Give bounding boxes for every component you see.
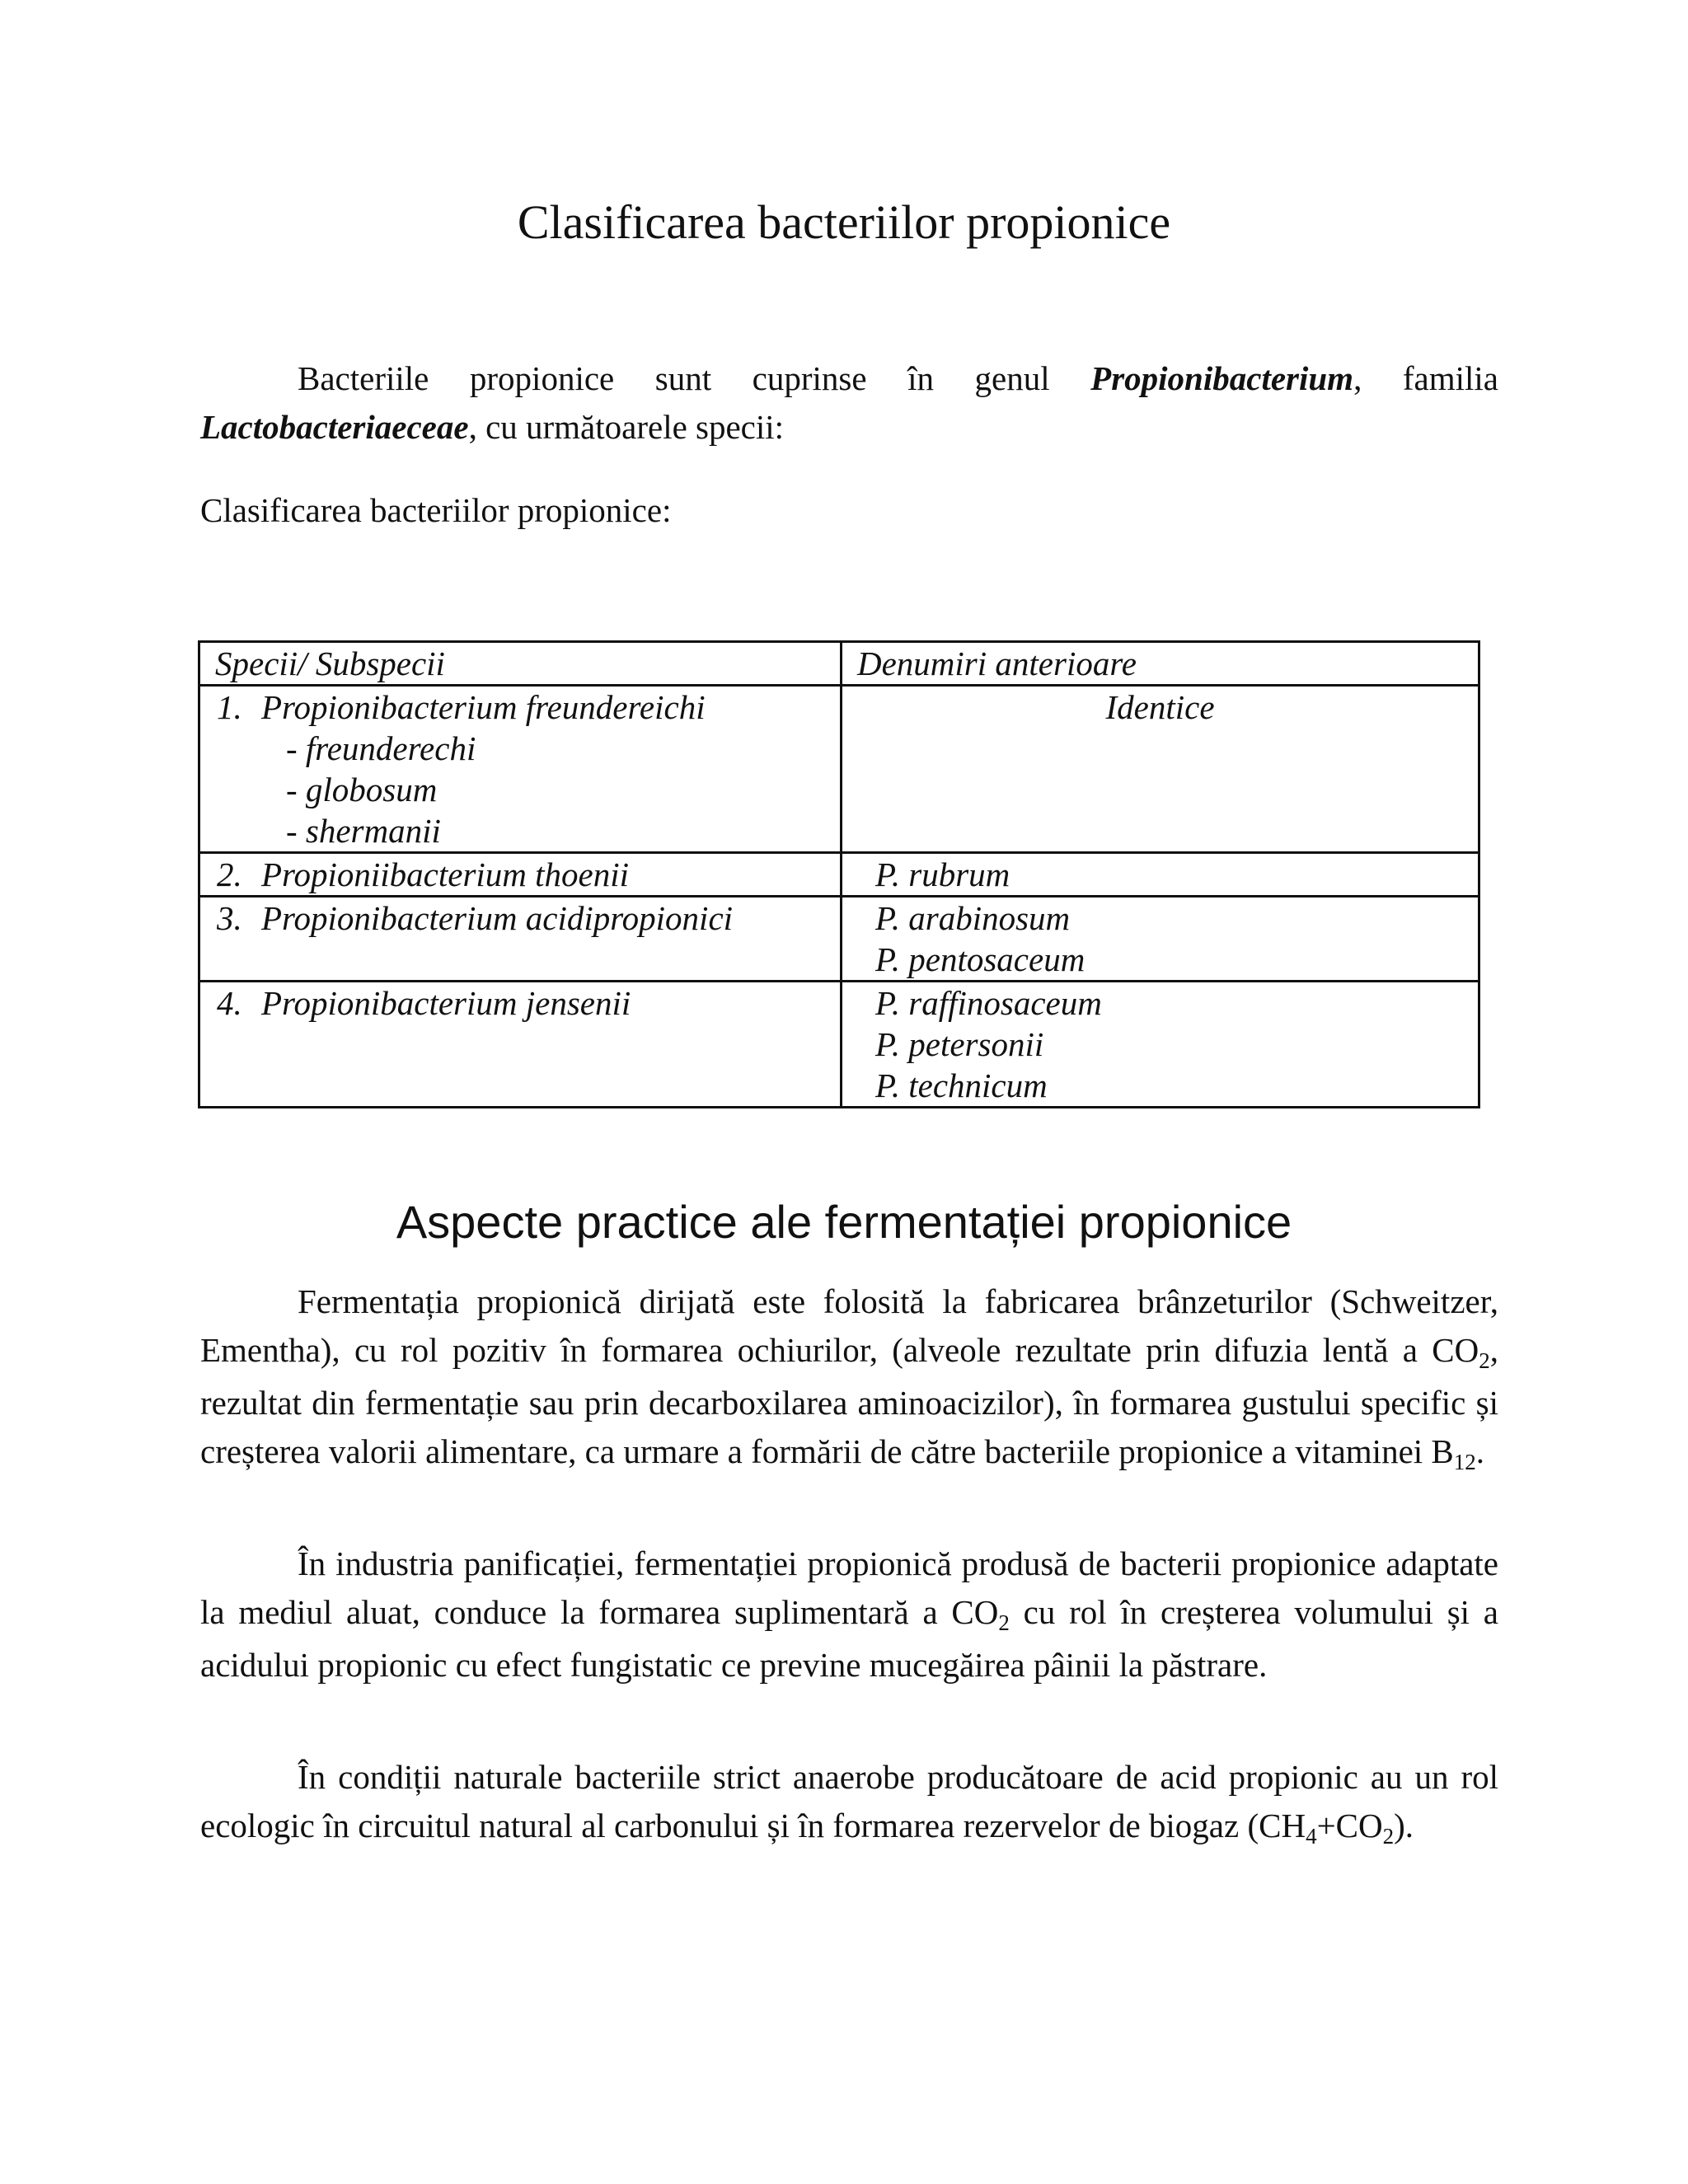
species-cell	[199, 982, 842, 1108]
table-row	[199, 897, 1479, 982]
paragraph-cheese	[200, 1277, 1498, 1480]
paragraph-text: +CO	[1316, 1807, 1383, 1844]
intro-text: , familia	[1353, 359, 1498, 397]
paragraph-text: În condiții naturale bacteriile strict anaerobe producătoare de acid propionic au un rol ecologic în circuitul natural al carbonului și în formarea rezervelor de biogaz (CH	[200, 1758, 1498, 1844]
family-name: Lactobacteriaeceae	[200, 408, 469, 446]
intro-text: , cu următoarele specii:	[468, 408, 785, 446]
intro-text: Bacteriile propionice sunt cuprinse în genul	[298, 359, 1091, 397]
table-row	[199, 686, 1479, 853]
subscript: 12	[1453, 1450, 1476, 1474]
former-names-cell	[842, 982, 1479, 1108]
former-name: P. pentosaceum	[875, 940, 1085, 978]
classification-table	[198, 640, 1480, 1108]
species-name: Propionibacterium jensenii	[261, 984, 631, 1022]
row-number: 1.	[217, 688, 242, 726]
subspecies-item: - globosum	[286, 771, 438, 808]
subscript: 2	[1382, 1824, 1395, 1849]
species-name: Propionibacterium freundereichi	[261, 688, 706, 726]
section-heading: Aspecte practice ale fermentației propionice	[396, 1196, 1292, 1248]
species-cell	[199, 853, 842, 897]
paragraph-text: ).	[1394, 1807, 1414, 1844]
genus-name: Propionibacterium	[1090, 359, 1354, 397]
former-name: Identice	[1105, 688, 1215, 726]
intro-paragraph	[200, 354, 1498, 452]
subspecies-item: - freunderechi	[286, 729, 476, 767]
subscript: 2	[1479, 1348, 1490, 1373]
former-name: P. raffinosaceum	[875, 984, 1102, 1022]
row-number: 4.	[217, 984, 242, 1022]
former-name: P. arabinosum	[875, 899, 1071, 937]
table-header-row	[199, 642, 1479, 686]
paragraph-text: , rezultat din fermentație sau prin decarboxilarea aminoacizilor), în formarea gustului specific și creșterea valorii alimentare, ca urmare a formării de către bacteriile propionice a vitaminei B	[200, 1331, 1498, 1470]
column-header: Denumiri anterioare	[842, 642, 1479, 686]
former-names-cell	[842, 897, 1479, 982]
species-cell	[199, 686, 842, 853]
paragraph-ecology	[200, 1753, 1498, 1854]
species-name: Propioniibacterium thoenii	[261, 855, 630, 893]
paragraph-bakery	[200, 1540, 1498, 1690]
paragraph-text: În industria panificației, fermentației propionică produsă de bacterii propionice adaptate la mediul aluat, conduce la formarea suplimentară a CO	[200, 1544, 1498, 1631]
former-name: P. rubrum	[875, 855, 1010, 893]
table-lead-label: Clasificarea bacteriilor propionice:	[200, 491, 672, 529]
page-title: Clasificarea bacteriilor propionice	[517, 195, 1171, 249]
subscript: 2	[998, 1610, 1010, 1635]
former-names-cell	[842, 853, 1479, 897]
species-name: Propionibacterium acidipropionici	[261, 899, 734, 937]
paragraph-text: Fermentația propionică dirijată este folosită la fabricarea brânzeturilor (Schweitzer, Ementha), cu rol pozitiv în formarea ochiurilor, (alveole rezultate prin difuzia lentă a CO	[200, 1282, 1498, 1369]
column-header: Specii/ Subspecii	[199, 642, 842, 686]
former-names-cell	[842, 686, 1479, 853]
former-name: P. technicum	[875, 1066, 1048, 1104]
row-number: 2.	[217, 855, 242, 893]
paragraph-text: cu rol în creșterea volumului și a acidului propionic cu efect fungistatic ce previne mucegăirea pâinii la păstrare.	[200, 1593, 1499, 1684]
row-number: 3.	[217, 899, 242, 937]
species-cell	[199, 897, 842, 982]
former-name: P. petersonii	[875, 1025, 1044, 1063]
subscript: 4	[1306, 1824, 1317, 1849]
table-row	[199, 853, 1479, 897]
paragraph-text: .	[1475, 1432, 1485, 1470]
table-row	[199, 982, 1479, 1108]
subspecies-item: - shermanii	[286, 812, 441, 850]
